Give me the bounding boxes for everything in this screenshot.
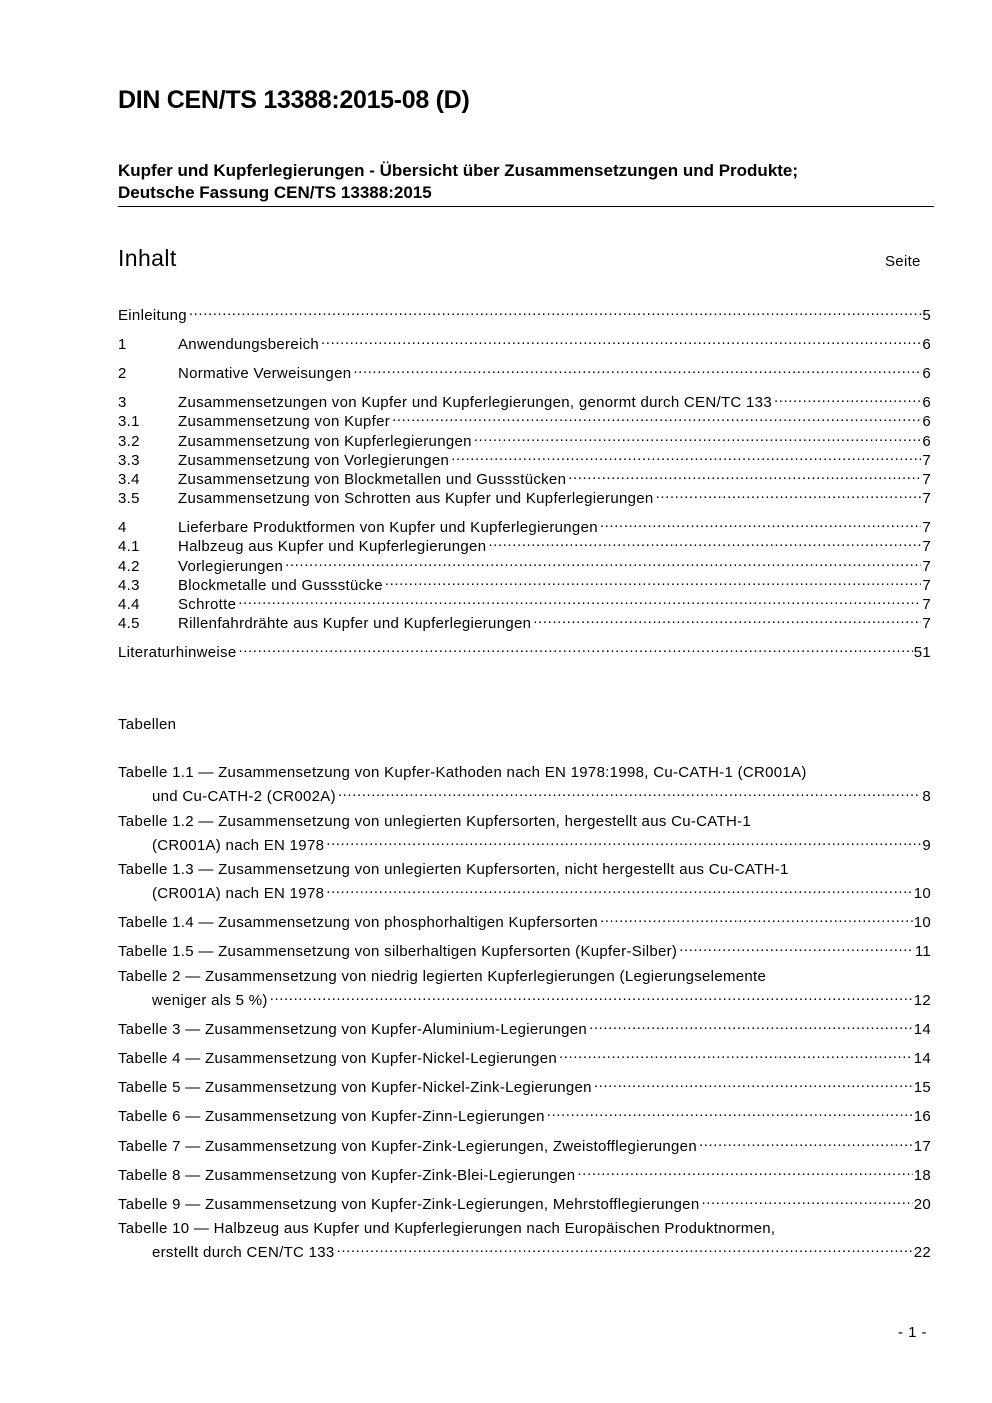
table-entry-page: 17	[913, 1138, 931, 1155]
toc-entry-page: 6	[922, 336, 931, 353]
dot-leader	[488, 532, 921, 551]
document-subtitle	[118, 160, 934, 204]
dot-leader	[338, 782, 921, 801]
toc-entry-title: Einleitung	[118, 307, 187, 324]
toc-entry-title: Zusammensetzung von Vorlegierungen	[178, 452, 450, 469]
toc-entry-title: Zusammensetzung von Schrotten aus Kupfer und Kupferlegierungen	[178, 490, 654, 507]
dot-leader	[326, 879, 912, 898]
table-entry-page: 22	[913, 1244, 931, 1261]
table-entry-title: Tabelle 4 — Zusammensetzung von Kupfer-Nickel-Legierungen	[118, 1050, 557, 1067]
dot-leader	[679, 937, 914, 956]
dot-leader	[559, 1044, 913, 1063]
subtitle-line-2: Deutsche Fassung CEN/TS 13388:2015	[118, 183, 432, 202]
toc-entry-page: 7	[922, 615, 931, 632]
dot-leader	[774, 388, 921, 407]
toc-entry-title: Zusammensetzung von Kupferlegierungen	[178, 433, 472, 450]
toc-entry[interactable]	[118, 427, 931, 450]
table-entry-page: 15	[913, 1079, 931, 1096]
toc-entry-title: Vorlegierungen	[178, 558, 284, 575]
table-entry-title: Tabelle 1.5 — Zusammensetzung von silberhaltigen Kupfersorten (Kupfer-Silber)	[118, 943, 678, 960]
dot-leader	[589, 1015, 913, 1034]
dot-leader	[238, 590, 921, 609]
dot-leader	[337, 1238, 913, 1257]
toc-entry-number: 3	[118, 394, 127, 411]
dot-leader	[600, 513, 921, 532]
table-entry-page: 9	[922, 837, 931, 854]
table-list-entry[interactable]	[118, 937, 931, 960]
toc-entry[interactable]	[118, 513, 931, 536]
header-divider	[118, 206, 934, 207]
toc-entry-page: 7	[922, 452, 931, 469]
table-entry-title: Tabelle 8 — Zusammensetzung von Kupfer-Zink-Blei-Legierungen	[118, 1167, 576, 1184]
toc-entry-page: 7	[922, 558, 931, 575]
toc-entry-number: 3.5	[118, 490, 140, 507]
toc-entry-title: Literaturhinweise	[118, 644, 237, 661]
toc-entry[interactable]	[118, 638, 931, 661]
toc-entry-number: 4.5	[118, 615, 140, 632]
table-entry-title-continued: weniger als 5 %)	[152, 992, 268, 1009]
table-entry-page: 11	[914, 943, 931, 960]
toc-entry-number: 4.1	[118, 538, 140, 555]
tables-heading: Tabellen	[118, 716, 177, 733]
table-entry-title: Tabelle 5 — Zusammensetzung von Kupfer-Nickel-Zink-Legierungen	[118, 1079, 592, 1096]
table-entry-page: 14	[913, 1021, 931, 1038]
table-entry-title-continued: (CR001A) nach EN 1978	[152, 837, 325, 854]
toc-entry-number: 1	[118, 336, 127, 353]
toc-entry-number: 3.1	[118, 413, 140, 430]
dot-leader	[533, 609, 921, 628]
dot-leader	[547, 1102, 913, 1121]
table-entry-page: 10	[913, 914, 931, 931]
dot-leader	[474, 427, 922, 446]
document-id: DIN CEN/TS 13388:2015-08 (D)	[118, 86, 470, 114]
table-entry-page: 20	[913, 1196, 931, 1213]
table-entry-title-continued: (CR001A) nach EN 1978	[152, 885, 325, 902]
toc-entry[interactable]	[118, 301, 931, 324]
table-entry-title-continued: und Cu-CATH-2 (CR002A)	[152, 788, 336, 805]
dot-leader	[353, 359, 921, 378]
toc-entry-page: 7	[922, 490, 931, 507]
dot-leader	[656, 484, 922, 503]
toc-entry-page: 7	[922, 538, 931, 555]
toc-entry[interactable]	[118, 571, 931, 594]
toc-entry[interactable]	[118, 484, 931, 507]
table-entry-title: Tabelle 10 — Halbzeug aus Kupfer und Kupferlegierungen nach Europäischen Produktnormen,	[118, 1220, 776, 1237]
toc-entry-page: 7	[922, 519, 931, 536]
dot-leader	[239, 638, 913, 657]
toc-entry[interactable]	[118, 532, 931, 555]
toc-entry-title: Halbzeug aus Kupfer und Kupferlegierungen	[178, 538, 487, 555]
table-list-entry[interactable]	[118, 967, 931, 1009]
toc-entry-title: Schrotte	[178, 596, 237, 613]
toc-entry-page: 6	[922, 433, 931, 450]
toc-heading: Inhalt	[118, 245, 177, 271]
toc-entry-title: Blockmetalle und Gussstücke	[178, 577, 383, 594]
toc-entry-number: 4	[118, 519, 127, 536]
toc-entry-number: 4.4	[118, 596, 140, 613]
table-entry-title: Tabelle 3 — Zusammensetzung von Kupfer-Aluminium-Legierungen	[118, 1021, 588, 1038]
toc-entry-page: 6	[922, 394, 931, 411]
toc-entry-page: 6	[922, 413, 931, 430]
table-entry-page: 16	[913, 1108, 931, 1125]
toc-entry[interactable]	[118, 359, 931, 382]
toc-entry-title: Zusammensetzung von Kupfer	[178, 413, 391, 430]
dot-leader	[392, 407, 921, 426]
table-list-entry[interactable]	[118, 763, 931, 805]
dot-leader	[451, 446, 921, 465]
dot-leader	[568, 465, 921, 484]
toc-entry-page: 7	[922, 471, 931, 488]
dot-leader	[600, 908, 913, 927]
dot-leader	[699, 1132, 913, 1151]
table-list-entry[interactable]	[118, 860, 931, 902]
table-list-entry[interactable]	[118, 1219, 931, 1261]
toc-entry-number: 4.3	[118, 577, 140, 594]
toc-entry[interactable]	[118, 552, 931, 575]
toc-entry-page: 6	[922, 365, 931, 382]
table-entry-page: 10	[913, 885, 931, 902]
table-list-entry[interactable]	[118, 1015, 931, 1038]
table-entry-page: 8	[922, 788, 931, 805]
toc-entry-number: 2	[118, 365, 127, 382]
table-entry-title: Tabelle 1.1 — Zusammensetzung von Kupfer-Kathoden nach EN 1978:1998, Cu-CATH-1 (CR001A)	[118, 764, 807, 781]
toc-entry-title: Normative Verweisungen	[178, 365, 352, 382]
table-list-entry[interactable]	[118, 1132, 931, 1155]
table-list-entry[interactable]	[118, 812, 931, 854]
table-entry-title: Tabelle 2 — Zusammensetzung von niedrig legierten Kupferlegierungen (Legierungselemente	[118, 968, 767, 985]
toc-entry-title: Zusammensetzung von Blockmetallen und Gussstücken	[178, 471, 567, 488]
table-entry-title-continued: erstellt durch CEN/TC 133	[152, 1244, 335, 1261]
table-entry-title: Tabelle 7 — Zusammensetzung von Kupfer-Zink-Legierungen, Zweistofflegierungen	[118, 1138, 697, 1155]
toc-entry-title: Anwendungsbereich	[178, 336, 320, 353]
toc-entry-title: Zusammensetzungen von Kupfer und Kupferlegierungen, genormt durch CEN/TC 133	[178, 394, 772, 411]
dot-leader	[385, 571, 921, 590]
toc-entry[interactable]	[118, 388, 931, 411]
toc-entry-title: Rillenfahrdrähte aus Kupfer und Kupferlegierungen	[178, 615, 532, 632]
toc-entry-number: 3.4	[118, 471, 140, 488]
toc-entry-title: Lieferbare Produktformen von Kupfer und Kupferlegierungen	[178, 519, 598, 536]
toc-entry[interactable]	[118, 609, 931, 632]
toc-entry-number: 3.2	[118, 433, 140, 450]
table-list-entry[interactable]	[118, 1102, 931, 1125]
dot-leader	[189, 301, 921, 320]
table-list-entry[interactable]	[118, 1190, 931, 1213]
dot-leader	[270, 986, 913, 1005]
table-entry-title: Tabelle 6 — Zusammensetzung von Kupfer-Zinn-Legierungen	[118, 1108, 545, 1125]
toc-entry-page: 7	[922, 577, 931, 594]
table-entry-title: Tabelle 9 — Zusammensetzung von Kupfer-Zink-Legierungen, Mehrstofflegierungen	[118, 1196, 700, 1213]
toc-entry-page: 51	[913, 644, 931, 661]
table-entry-page: 12	[913, 992, 931, 1009]
table-list-entry[interactable]	[118, 1073, 931, 1096]
table-entry-title: Tabelle 1.4 — Zusammensetzung von phosphorhaltigen Kupfersorten	[118, 914, 599, 931]
dot-leader	[285, 552, 921, 571]
table-entry-title: Tabelle 1.2 — Zusammensetzung von unlegierten Kupfersorten, hergestellt aus Cu-CATH-1	[118, 813, 752, 830]
toc-entry[interactable]	[118, 465, 931, 488]
toc-page-column-label: Seite	[885, 253, 921, 270]
dot-leader	[321, 330, 921, 349]
dot-leader	[701, 1190, 912, 1209]
toc-entry-number: 3.3	[118, 452, 140, 469]
table-entry-page: 18	[913, 1167, 931, 1184]
table-entry-title: Tabelle 1.3 — Zusammensetzung von unlegierten Kupfersorten, nicht hergestellt aus Cu-CATH-1	[118, 861, 789, 878]
toc-entry-page: 7	[922, 596, 931, 613]
toc-entry-page: 5	[922, 307, 931, 324]
table-list-entry[interactable]	[118, 1044, 931, 1067]
toc-entry[interactable]	[118, 330, 931, 353]
subtitle-line-1: Kupfer und Kupferlegierungen - Übersicht über Zusammensetzungen und Produkte;	[118, 161, 799, 180]
table-entry-page: 14	[913, 1050, 931, 1067]
page-number: - 1 -	[898, 1324, 928, 1341]
dot-leader	[326, 831, 921, 850]
table-list-entry[interactable]	[118, 1161, 931, 1184]
dot-leader	[594, 1073, 913, 1092]
toc-entry[interactable]	[118, 590, 931, 613]
dot-leader	[577, 1161, 912, 1180]
toc-entry[interactable]	[118, 446, 931, 469]
table-list-entry[interactable]	[118, 908, 931, 931]
toc-entry[interactable]	[118, 407, 931, 430]
toc-entry-number: 4.2	[118, 558, 140, 575]
